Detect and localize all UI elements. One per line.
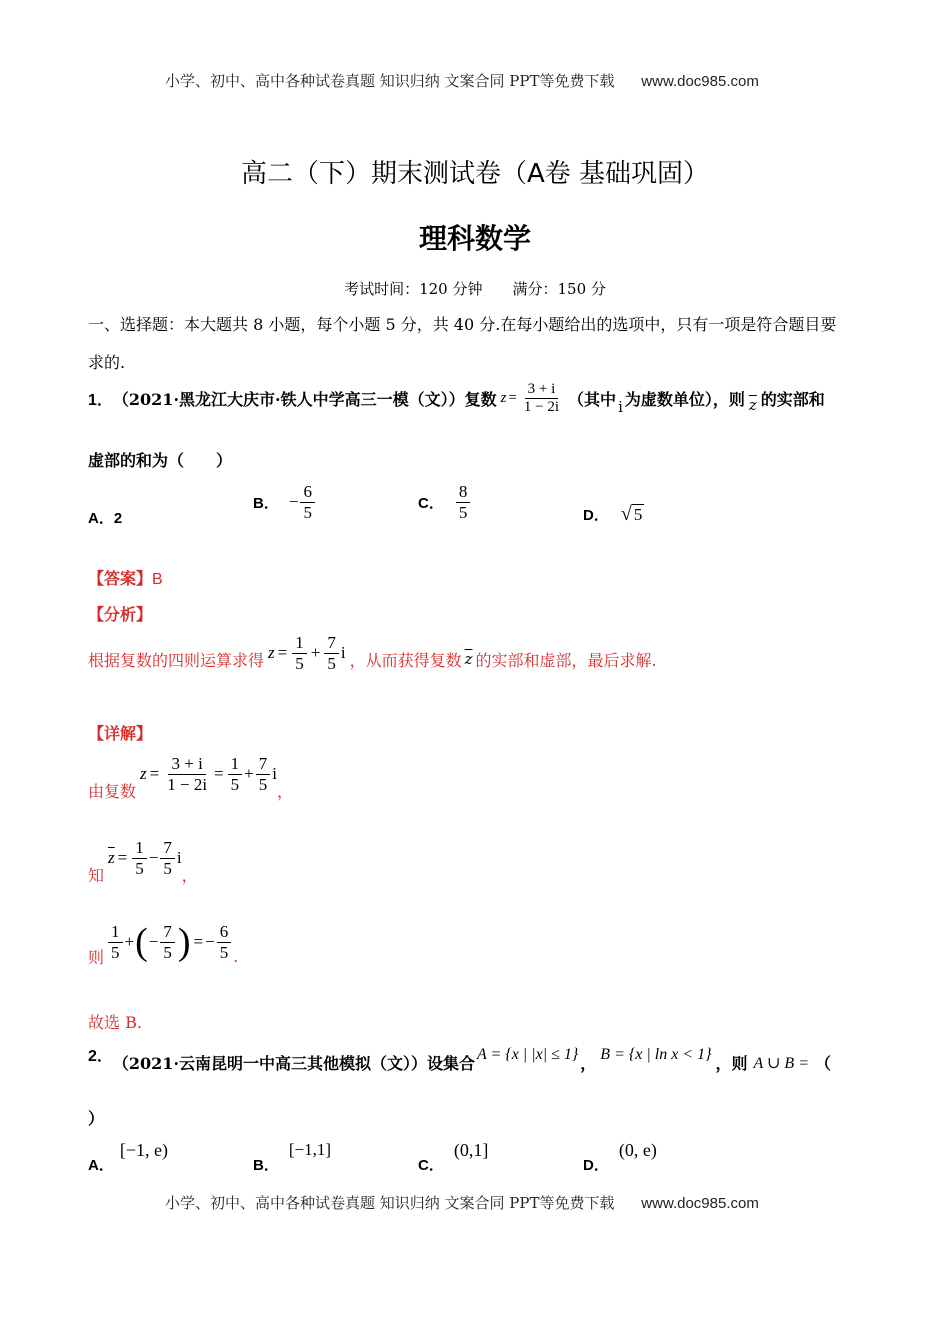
header-text: 小学、初中、高中各种试卷真题 知识归纳 文案合同 PPT等免费下载 (165, 72, 615, 90)
question-1-stem-cont: 虚部的和为（ ） (88, 451, 233, 470)
exam-info: 考试时间：120 分钟 满分：150 分 (344, 280, 606, 298)
q2-option-b[interactable]: B． [−1,1] (253, 1140, 332, 1174)
q1-option-a[interactable]: A．2 (88, 510, 123, 527)
conclusion: 故选 B. (88, 1013, 142, 1032)
footer-text: 小学、初中、高中各种试卷真题 知识归纳 文案合同 PPT等免费下载 (165, 1194, 615, 1212)
page-header (165, 70, 759, 91)
answer-label: 【答案】B (88, 569, 163, 588)
q2-option-a[interactable]: A． [−1, e) (88, 1140, 168, 1174)
z-expression: z = $\frac{3 + i}{1 - 2i}$ (500, 381, 560, 416)
set-a: A = {x | |x| ≤ 1} (477, 1045, 579, 1063)
header-site[interactable]: www.doc985.com (641, 73, 759, 90)
detail-step-3: 则 $\frac{1}{5}$ + ( − $\frac{7}{5}$ ) = − $\frac{6}{5}$ . (88, 921, 239, 967)
union-expr: A ∪ B = (753, 1054, 809, 1072)
analysis-text: 根据复数的四则运算求得 z = $\frac{1}{5}$ + $\frac{7}{5}$ i ，从而获得复数 $\overline{z}$ 的实部和虚部，最后求解. (88, 633, 657, 673)
set-b: B = {x | ln x < 1} (600, 1045, 712, 1063)
analysis-label: 【分析】 (88, 605, 153, 624)
q2-option-d[interactable]: D． (0, e) (583, 1140, 657, 1174)
question-2-stem-cont: ） (88, 1109, 105, 1128)
question-2-stem: 2． （2021·云南昆明一中高三其他模拟（文））设集合 A = {x | |x| ≤ 1} ， B = {x | ln x < 1} ，则 A ∪ B = （ (88, 1045, 832, 1073)
page-title: 高二（下）期末测试卷（A卷 基础巩固） (240, 159, 710, 189)
z-conjugate: $\overline{z}$ (748, 395, 757, 414)
page-footer (165, 1192, 759, 1213)
question-1-stem: 1． （2021·黑龙江大庆市·铁人中学高三一模（文））复数 z = $\frac{3 + i}{1 - 2i}$ （其中 i 为虚数单位），则 $\overline{z}$ 的实部和 (88, 381, 825, 416)
detail-step-1: 由复数 z = $\frac{3 + i}{1 - 2i}$ = $\frac{1}{5}$ + $\frac{7}{5}$ i ， (88, 754, 293, 801)
detail-step-2: 知 $\overline{z}$ = $\frac{1}{5}$ − $\frac{7}{5}$ i ， (88, 838, 198, 885)
section-heading-cont: 求的. (88, 353, 126, 372)
q1-option-c[interactable]: C． $\frac{8}{5}$ (418, 482, 472, 522)
footer-site[interactable]: www.doc985.com (641, 1195, 759, 1212)
section-heading: 一、选择题：本大题共 8 小题，每个小题 5 分，共 40 分.在每小题给出的选项中，只有一项是符合题目要 (88, 315, 837, 334)
page-subtitle: 理科数学 (418, 222, 531, 255)
q1-option-d[interactable]: D． √ 5 (583, 503, 643, 525)
detail-label: 【详解】 (88, 724, 153, 743)
q1-option-b[interactable]: B． − $\frac{6}{5}$ (253, 482, 317, 522)
q2-option-c[interactable]: C． (0,1] (418, 1140, 489, 1174)
